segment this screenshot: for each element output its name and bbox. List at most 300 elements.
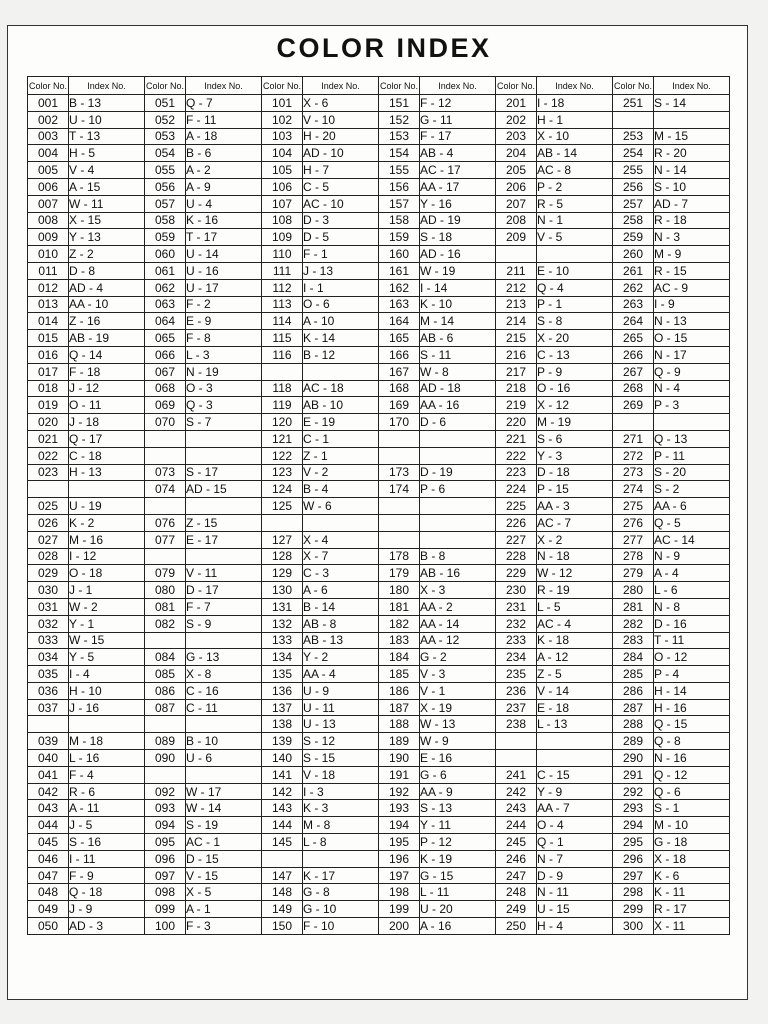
color-number: 158 <box>379 212 420 229</box>
index-number: M - 15 <box>654 128 730 145</box>
color-number: 244 <box>496 817 537 834</box>
index-number: V - 14 <box>537 682 613 699</box>
color-number: 281 <box>613 598 654 615</box>
index-number: A - 9 <box>186 178 262 195</box>
color-number <box>28 481 69 498</box>
color-number: 064 <box>145 313 186 330</box>
index-number: AA - 7 <box>537 800 613 817</box>
color-number: 276 <box>613 514 654 531</box>
index-number: AA - 2 <box>420 598 496 615</box>
color-number: 300 <box>613 918 654 935</box>
index-number: AC - 18 <box>303 380 379 397</box>
color-number: 026 <box>28 514 69 531</box>
color-number: 046 <box>28 850 69 867</box>
color-number: 114 <box>262 313 303 330</box>
index-number: K - 18 <box>537 632 613 649</box>
index-number: AD - 15 <box>186 481 262 498</box>
index-number: D - 3 <box>303 212 379 229</box>
color-number: 142 <box>262 783 303 800</box>
color-number: 085 <box>145 666 186 683</box>
color-number: 233 <box>496 632 537 649</box>
color-number: 236 <box>496 682 537 699</box>
table-row <box>28 867 730 884</box>
index-number: F - 9 <box>69 867 145 884</box>
index-number: U - 4 <box>186 195 262 212</box>
table-row <box>28 498 730 515</box>
index-number: X - 7 <box>303 548 379 565</box>
table-row <box>28 95 730 112</box>
table-row <box>28 901 730 918</box>
color-number <box>379 430 420 447</box>
color-number: 242 <box>496 783 537 800</box>
table-row <box>28 666 730 683</box>
index-number: C - 13 <box>537 346 613 363</box>
index-number <box>69 716 145 733</box>
table-row <box>28 615 730 632</box>
index-number: AB - 19 <box>69 330 145 347</box>
index-number: Y - 11 <box>420 817 496 834</box>
color-number: 025 <box>28 498 69 515</box>
index-number: G - 11 <box>420 111 496 128</box>
index-number: S - 13 <box>420 800 496 817</box>
index-number: J - 12 <box>69 380 145 397</box>
color-number: 042 <box>28 783 69 800</box>
color-number: 271 <box>613 430 654 447</box>
color-number: 296 <box>613 850 654 867</box>
color-number: 013 <box>28 296 69 313</box>
color-number: 190 <box>379 750 420 767</box>
color-number: 068 <box>145 380 186 397</box>
color-number: 291 <box>613 766 654 783</box>
table-row <box>28 632 730 649</box>
color-number: 221 <box>496 430 537 447</box>
index-number: U - 13 <box>303 716 379 733</box>
index-number: U - 14 <box>186 246 262 263</box>
index-number: P - 3 <box>654 397 730 414</box>
index-number: M - 14 <box>420 313 496 330</box>
color-number: 005 <box>28 162 69 179</box>
table-row <box>28 195 730 212</box>
index-number: G - 6 <box>420 766 496 783</box>
color-number: 224 <box>496 481 537 498</box>
color-number: 261 <box>613 262 654 279</box>
color-number: 249 <box>496 901 537 918</box>
color-number: 003 <box>28 128 69 145</box>
index-number: J - 5 <box>69 817 145 834</box>
index-number: G - 15 <box>420 867 496 884</box>
color-number: 111 <box>262 262 303 279</box>
color-number: 004 <box>28 145 69 162</box>
header-color-no: Color No. <box>379 77 420 95</box>
table-row <box>28 178 730 195</box>
index-number: O - 16 <box>537 380 613 397</box>
index-number: W - 17 <box>186 783 262 800</box>
color-number: 060 <box>145 246 186 263</box>
index-number: B - 6 <box>186 145 262 162</box>
table-row <box>28 766 730 783</box>
color-number: 215 <box>496 330 537 347</box>
table-row <box>28 229 730 246</box>
color-number: 201 <box>496 95 537 112</box>
index-number: AD - 19 <box>420 212 496 229</box>
index-number: S - 9 <box>186 615 262 632</box>
index-number: W - 6 <box>303 498 379 515</box>
index-number <box>420 430 496 447</box>
index-number: A - 6 <box>303 582 379 599</box>
color-number: 100 <box>145 918 186 935</box>
color-number <box>379 531 420 548</box>
color-number: 018 <box>28 380 69 397</box>
color-number: 214 <box>496 313 537 330</box>
color-number: 183 <box>379 632 420 649</box>
index-number: AC - 4 <box>537 615 613 632</box>
color-number: 031 <box>28 598 69 615</box>
color-number: 258 <box>613 212 654 229</box>
color-number: 050 <box>28 918 69 935</box>
index-number: AB - 10 <box>303 397 379 414</box>
color-number: 156 <box>379 178 420 195</box>
color-number: 086 <box>145 682 186 699</box>
color-number: 151 <box>379 95 420 112</box>
index-number: S - 17 <box>186 464 262 481</box>
color-number: 108 <box>262 212 303 229</box>
color-number: 009 <box>28 229 69 246</box>
color-number: 152 <box>379 111 420 128</box>
index-number: K - 10 <box>420 296 496 313</box>
color-number: 082 <box>145 615 186 632</box>
color-number: 235 <box>496 666 537 683</box>
index-number: N - 11 <box>537 884 613 901</box>
header-index-no: Index No. <box>654 77 730 95</box>
index-number <box>537 750 613 767</box>
color-number: 092 <box>145 783 186 800</box>
index-number: F - 4 <box>69 766 145 783</box>
index-number: P - 2 <box>537 178 613 195</box>
color-number: 067 <box>145 363 186 380</box>
color-number: 185 <box>379 666 420 683</box>
index-number: A - 12 <box>537 649 613 666</box>
index-number: N - 18 <box>537 548 613 565</box>
index-number: O - 6 <box>303 296 379 313</box>
table-row <box>28 884 730 901</box>
index-number: L - 8 <box>303 834 379 851</box>
color-number: 063 <box>145 296 186 313</box>
color-number: 157 <box>379 195 420 212</box>
index-number: J - 13 <box>303 262 379 279</box>
index-number: Q - 18 <box>69 884 145 901</box>
index-number <box>69 481 145 498</box>
table-row <box>28 817 730 834</box>
index-number: D - 19 <box>420 464 496 481</box>
color-number: 231 <box>496 598 537 615</box>
index-number: D - 9 <box>537 867 613 884</box>
index-number <box>537 246 613 263</box>
color-number <box>496 246 537 263</box>
color-number: 055 <box>145 162 186 179</box>
color-number: 035 <box>28 666 69 683</box>
index-number: F - 17 <box>420 128 496 145</box>
color-number: 264 <box>613 313 654 330</box>
color-number: 245 <box>496 834 537 851</box>
color-number: 115 <box>262 330 303 347</box>
index-number: E - 16 <box>420 750 496 767</box>
index-number: AA - 16 <box>420 397 496 414</box>
index-number: S - 6 <box>537 430 613 447</box>
table-row <box>28 682 730 699</box>
index-number: O - 11 <box>69 397 145 414</box>
index-number <box>303 850 379 867</box>
index-number: F - 11 <box>186 111 262 128</box>
index-number: Y - 3 <box>537 447 613 464</box>
index-number: D - 5 <box>303 229 379 246</box>
index-number: S - 20 <box>654 464 730 481</box>
color-number <box>496 733 537 750</box>
color-number <box>262 363 303 380</box>
color-number: 222 <box>496 447 537 464</box>
header-color-no: Color No. <box>262 77 303 95</box>
color-number: 054 <box>145 145 186 162</box>
index-number: V - 11 <box>186 565 262 582</box>
index-number: F - 12 <box>420 95 496 112</box>
index-number: P - 15 <box>537 481 613 498</box>
index-number: Y - 13 <box>69 229 145 246</box>
index-number: S - 19 <box>186 817 262 834</box>
index-number: D - 16 <box>654 615 730 632</box>
color-number: 288 <box>613 716 654 733</box>
color-number: 166 <box>379 346 420 363</box>
color-number: 001 <box>28 95 69 112</box>
table-row <box>28 397 730 414</box>
color-number: 130 <box>262 582 303 599</box>
index-number: X - 18 <box>654 850 730 867</box>
color-number: 203 <box>496 128 537 145</box>
color-number <box>28 716 69 733</box>
color-number: 161 <box>379 262 420 279</box>
color-number: 275 <box>613 498 654 515</box>
color-number: 061 <box>145 262 186 279</box>
index-number: X - 20 <box>537 330 613 347</box>
color-number: 027 <box>28 531 69 548</box>
color-number: 165 <box>379 330 420 347</box>
color-number <box>145 548 186 565</box>
color-number: 022 <box>28 447 69 464</box>
index-number: I - 3 <box>303 783 379 800</box>
color-number: 106 <box>262 178 303 195</box>
color-number: 077 <box>145 531 186 548</box>
index-number: AA - 4 <box>303 666 379 683</box>
color-number: 089 <box>145 733 186 750</box>
color-number: 297 <box>613 867 654 884</box>
color-number <box>145 498 186 515</box>
index-number: B - 8 <box>420 548 496 565</box>
index-number: W - 14 <box>186 800 262 817</box>
color-number: 021 <box>28 430 69 447</box>
index-number: AA - 9 <box>420 783 496 800</box>
color-number: 284 <box>613 649 654 666</box>
table-row <box>28 111 730 128</box>
index-number: S - 18 <box>420 229 496 246</box>
index-number: N - 17 <box>654 346 730 363</box>
color-number: 136 <box>262 682 303 699</box>
index-number: L - 3 <box>186 346 262 363</box>
color-number: 058 <box>145 212 186 229</box>
index-number: W - 2 <box>69 598 145 615</box>
color-number: 230 <box>496 582 537 599</box>
index-number: R - 18 <box>654 212 730 229</box>
index-number: H - 20 <box>303 128 379 145</box>
color-number: 247 <box>496 867 537 884</box>
color-number: 268 <box>613 380 654 397</box>
index-number: AD - 16 <box>420 246 496 263</box>
index-number: G - 8 <box>303 884 379 901</box>
index-number: AC - 7 <box>537 514 613 531</box>
index-number: H - 5 <box>69 145 145 162</box>
index-number: M - 18 <box>69 733 145 750</box>
color-number: 019 <box>28 397 69 414</box>
index-number: F - 8 <box>186 330 262 347</box>
index-number: AB - 6 <box>420 330 496 347</box>
table-row <box>28 531 730 548</box>
color-number: 097 <box>145 867 186 884</box>
index-number: L - 16 <box>69 750 145 767</box>
color-number <box>145 430 186 447</box>
color-number <box>613 111 654 128</box>
index-number: V - 2 <box>303 464 379 481</box>
color-number: 087 <box>145 699 186 716</box>
color-number: 282 <box>613 615 654 632</box>
color-number: 032 <box>28 615 69 632</box>
color-number: 122 <box>262 447 303 464</box>
index-number: AA - 12 <box>420 632 496 649</box>
color-number: 232 <box>496 615 537 632</box>
index-number: J - 1 <box>69 582 145 599</box>
index-number: M - 9 <box>654 246 730 263</box>
color-number: 148 <box>262 884 303 901</box>
color-number: 002 <box>28 111 69 128</box>
color-number: 109 <box>262 229 303 246</box>
index-number: P - 12 <box>420 834 496 851</box>
color-number: 121 <box>262 430 303 447</box>
index-number: C - 11 <box>186 699 262 716</box>
color-number: 180 <box>379 582 420 599</box>
index-number: A - 4 <box>654 565 730 582</box>
color-number: 207 <box>496 195 537 212</box>
index-number: C - 18 <box>69 447 145 464</box>
color-number: 028 <box>28 548 69 565</box>
index-number: U - 10 <box>69 111 145 128</box>
color-number: 198 <box>379 884 420 901</box>
index-number: F - 7 <box>186 598 262 615</box>
index-number: H - 14 <box>654 682 730 699</box>
index-number: L - 6 <box>654 582 730 599</box>
index-number: D - 18 <box>537 464 613 481</box>
color-number: 287 <box>613 699 654 716</box>
color-number: 186 <box>379 682 420 699</box>
color-number: 101 <box>262 95 303 112</box>
color-number <box>379 447 420 464</box>
index-number: Q - 3 <box>186 397 262 414</box>
index-number: Q - 12 <box>654 766 730 783</box>
color-number: 294 <box>613 817 654 834</box>
index-number: Z - 16 <box>69 313 145 330</box>
index-number: D - 6 <box>420 414 496 431</box>
color-number: 280 <box>613 582 654 599</box>
color-number: 250 <box>496 918 537 935</box>
table-row <box>28 346 730 363</box>
index-number: S - 2 <box>654 481 730 498</box>
color-number: 017 <box>28 363 69 380</box>
color-number: 205 <box>496 162 537 179</box>
index-number: W - 9 <box>420 733 496 750</box>
index-number: AC - 14 <box>654 531 730 548</box>
index-number: K - 14 <box>303 330 379 347</box>
color-number: 182 <box>379 615 420 632</box>
index-number: J - 18 <box>69 414 145 431</box>
index-number: X - 2 <box>537 531 613 548</box>
index-number: B - 13 <box>69 95 145 112</box>
index-number: A - 11 <box>69 800 145 817</box>
index-number: R - 15 <box>654 262 730 279</box>
index-number: S - 11 <box>420 346 496 363</box>
color-number: 069 <box>145 397 186 414</box>
color-number: 293 <box>613 800 654 817</box>
color-number <box>496 750 537 767</box>
index-number: E - 18 <box>537 699 613 716</box>
table-row <box>28 464 730 481</box>
color-number: 246 <box>496 850 537 867</box>
index-number: E - 17 <box>186 531 262 548</box>
index-number <box>303 363 379 380</box>
index-number: Q - 14 <box>69 346 145 363</box>
color-number: 272 <box>613 447 654 464</box>
index-number: Y - 2 <box>303 649 379 666</box>
index-number: E - 19 <box>303 414 379 431</box>
index-number: Q - 1 <box>537 834 613 851</box>
color-number: 192 <box>379 783 420 800</box>
color-number: 123 <box>262 464 303 481</box>
index-number: Q - 15 <box>654 716 730 733</box>
table-row <box>28 548 730 565</box>
index-number: U - 17 <box>186 279 262 296</box>
color-number: 127 <box>262 531 303 548</box>
index-number: N - 14 <box>654 162 730 179</box>
color-number: 020 <box>28 414 69 431</box>
index-number: H - 10 <box>69 682 145 699</box>
index-number: T - 11 <box>654 632 730 649</box>
index-number: W - 19 <box>420 262 496 279</box>
color-number: 299 <box>613 901 654 918</box>
color-number <box>262 850 303 867</box>
color-number: 093 <box>145 800 186 817</box>
color-number: 193 <box>379 800 420 817</box>
index-number: T - 13 <box>69 128 145 145</box>
color-number: 007 <box>28 195 69 212</box>
index-number: AA - 14 <box>420 615 496 632</box>
color-number: 041 <box>28 766 69 783</box>
table-row <box>28 918 730 935</box>
table-row <box>28 834 730 851</box>
index-number <box>186 716 262 733</box>
index-number: K - 11 <box>654 884 730 901</box>
color-number: 212 <box>496 279 537 296</box>
color-number: 057 <box>145 195 186 212</box>
color-number: 112 <box>262 279 303 296</box>
color-number: 008 <box>28 212 69 229</box>
table-row <box>28 279 730 296</box>
index-number: J - 16 <box>69 699 145 716</box>
index-number: I - 18 <box>537 95 613 112</box>
index-number: Y - 1 <box>69 615 145 632</box>
